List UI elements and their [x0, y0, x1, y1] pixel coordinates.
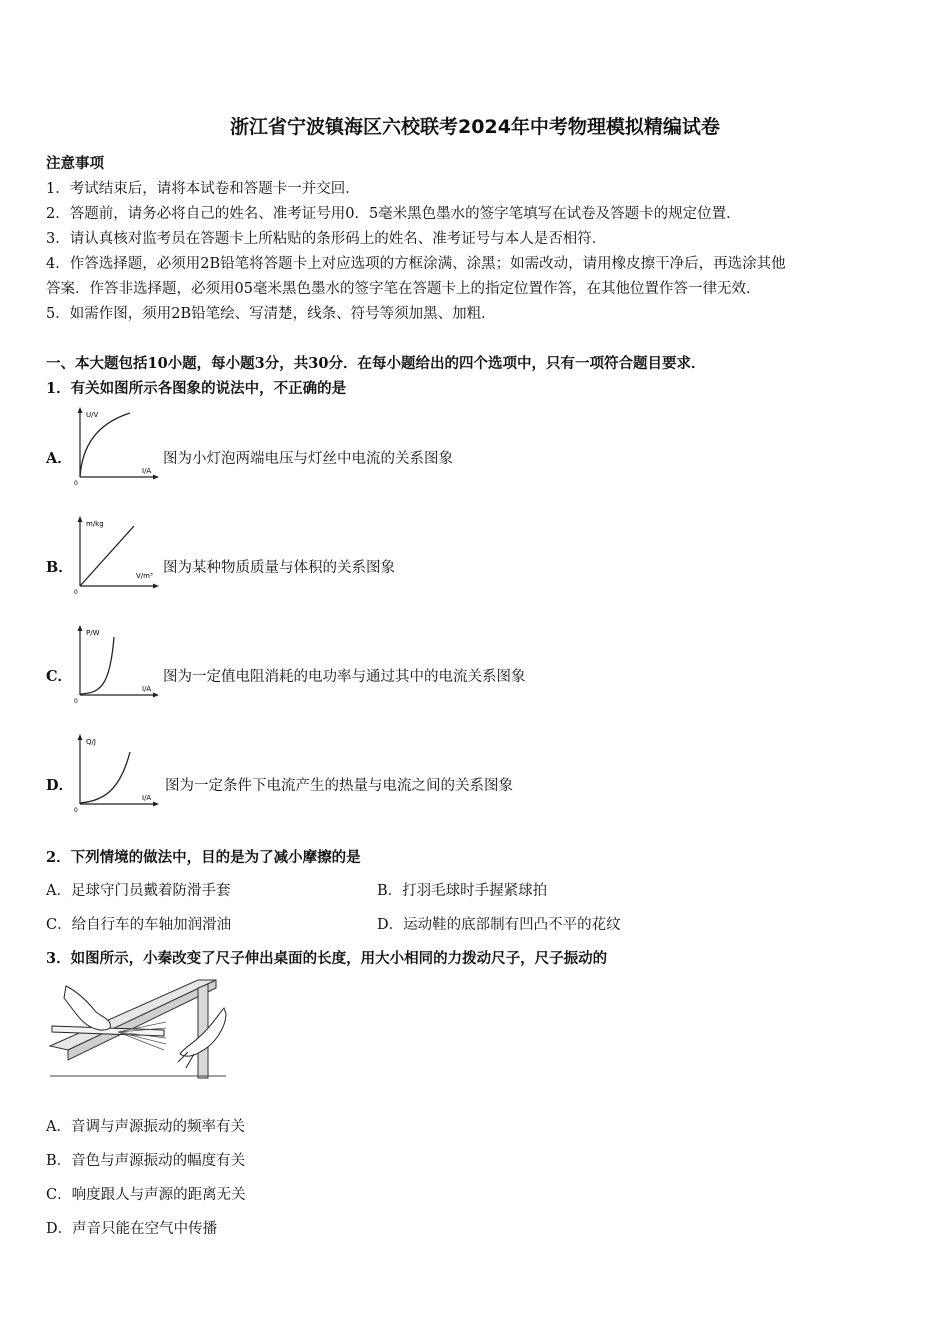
question-3-stem: 3．如图所示，小秦改变了尺子伸出桌面的长度，用大小相同的力拨动尺子，尺子振动的 — [46, 950, 608, 967]
q1-option-d-graph — [68, 732, 163, 814]
x-axis-label: I/A — [142, 467, 152, 475]
origin-label: 0 — [74, 698, 78, 705]
y-axis-arrow — [78, 407, 83, 413]
q1-option-b-label: B． — [46, 559, 73, 576]
q1-option-a-text: 图为小灯泡两端电压与灯丝中电流的关系图象 — [163, 451, 453, 467]
q3-option-b: B．音色与声源振动的幅度有关 — [46, 1153, 246, 1169]
q1-option-c-label: C． — [46, 668, 73, 685]
q1-option-d-label: D． — [46, 777, 74, 794]
notice-item-2: 2．答题前，请务必将自己的姓名、准考证号用0．5毫米黑色墨水的签字笔填写在试卷及答题卡的规定位置． — [46, 206, 741, 222]
q1-option-a-graph — [68, 405, 163, 487]
notice-item-5: 5．如需作图，须用2B铅笔绘、写清楚，线条、符号等须加黑、加粗． — [46, 306, 496, 322]
y-axis-label: P/W — [86, 629, 100, 637]
q1-option-c-graph — [68, 623, 163, 705]
x-axis-arrow — [153, 584, 159, 589]
curve — [80, 413, 130, 477]
section-1-instructions: 一、本大题包括10小题，每小题3分，共30分．在每小题给出的四个选项中，只有一项符合题目要求． — [46, 355, 706, 372]
origin-label: 0 — [74, 480, 78, 487]
x-axis-label: I/A — [142, 685, 152, 693]
y-axis-arrow — [78, 734, 83, 740]
x-axis-label: I/A — [142, 794, 152, 802]
holding-hand — [64, 986, 110, 1030]
q2-option-a: A．足球守门员戴着防滑手套 — [46, 883, 231, 899]
notice-item-4-cont: 答案．作答非选择题，必须用05毫米黑色墨水的签字笔在答题卡上的指定位置作答，在其他位置作答一律无效． — [46, 281, 761, 297]
notice-heading: 注意事项 — [46, 155, 104, 172]
page-title: 浙江省宁波镇海区六校联考2024年中考物理模拟精编试卷 — [230, 116, 720, 138]
q3-option-a: A．音调与声源振动的频率有关 — [46, 1119, 245, 1135]
q1-option-b-text: 图为某种物质质量与体积的关系图象 — [163, 560, 395, 576]
question-1-stem: 1．有关如图所示各图象的说法中，不正确的是 — [46, 380, 347, 397]
x-axis-arrow — [153, 693, 159, 698]
line — [80, 526, 134, 586]
table-top — [50, 980, 216, 1050]
y-axis-label: Q/J — [86, 738, 96, 746]
origin-label: 0 — [74, 807, 78, 814]
q1-option-a-label: A． — [46, 450, 72, 467]
notice-item-3: 3．请认真核对监考员在答题卡上所粘贴的条形码上的姓名、准考证号与本人是否相符． — [46, 231, 607, 247]
origin-label: 0 — [74, 589, 78, 596]
q2-option-b: B．打羽毛球时手握紧球拍 — [377, 883, 548, 899]
q2-option-d: D．运动鞋的底部制有凹凸不平的花纹 — [377, 917, 621, 933]
y-axis-arrow — [78, 516, 83, 522]
notice-item-4: 4．作答选择题，必须用2B铅笔将答题卡上对应选项的方框涂满、涂黑；如需改动，请用橡皮擦干净后，再选涂其他 — [46, 256, 786, 272]
y-axis-label: U/V — [86, 411, 99, 419]
q3-option-c: C．响度跟人与声源的距离无关 — [46, 1187, 246, 1203]
curve — [80, 637, 114, 694]
x-axis-arrow — [153, 802, 159, 807]
q1-option-d-text: 图为一定条件下电流产生的热量与电流之间的关系图象 — [165, 778, 513, 794]
y-axis-arrow — [78, 625, 83, 631]
q2-option-c: C．给自行车的车轴加润滑油 — [46, 917, 232, 933]
q3-ruler-illustration — [48, 978, 228, 1080]
q3-option-d: D．声音只能在空气中传播 — [46, 1221, 218, 1237]
curve — [80, 752, 130, 803]
q1-option-c-text: 图为一定值电阻消耗的电功率与通过其中的电流关系图象 — [163, 669, 526, 685]
q1-option-b-graph — [68, 514, 163, 596]
y-axis-label: m/kg — [86, 520, 104, 528]
question-2-stem: 2．下列情境的做法中，目的是为了减小摩擦的是 — [46, 849, 361, 866]
x-axis-label: V/m³ — [136, 572, 153, 580]
x-axis-arrow — [153, 475, 159, 480]
notice-item-1: 1．考试结束后，请将本试卷和答题卡一并交回． — [46, 181, 360, 197]
